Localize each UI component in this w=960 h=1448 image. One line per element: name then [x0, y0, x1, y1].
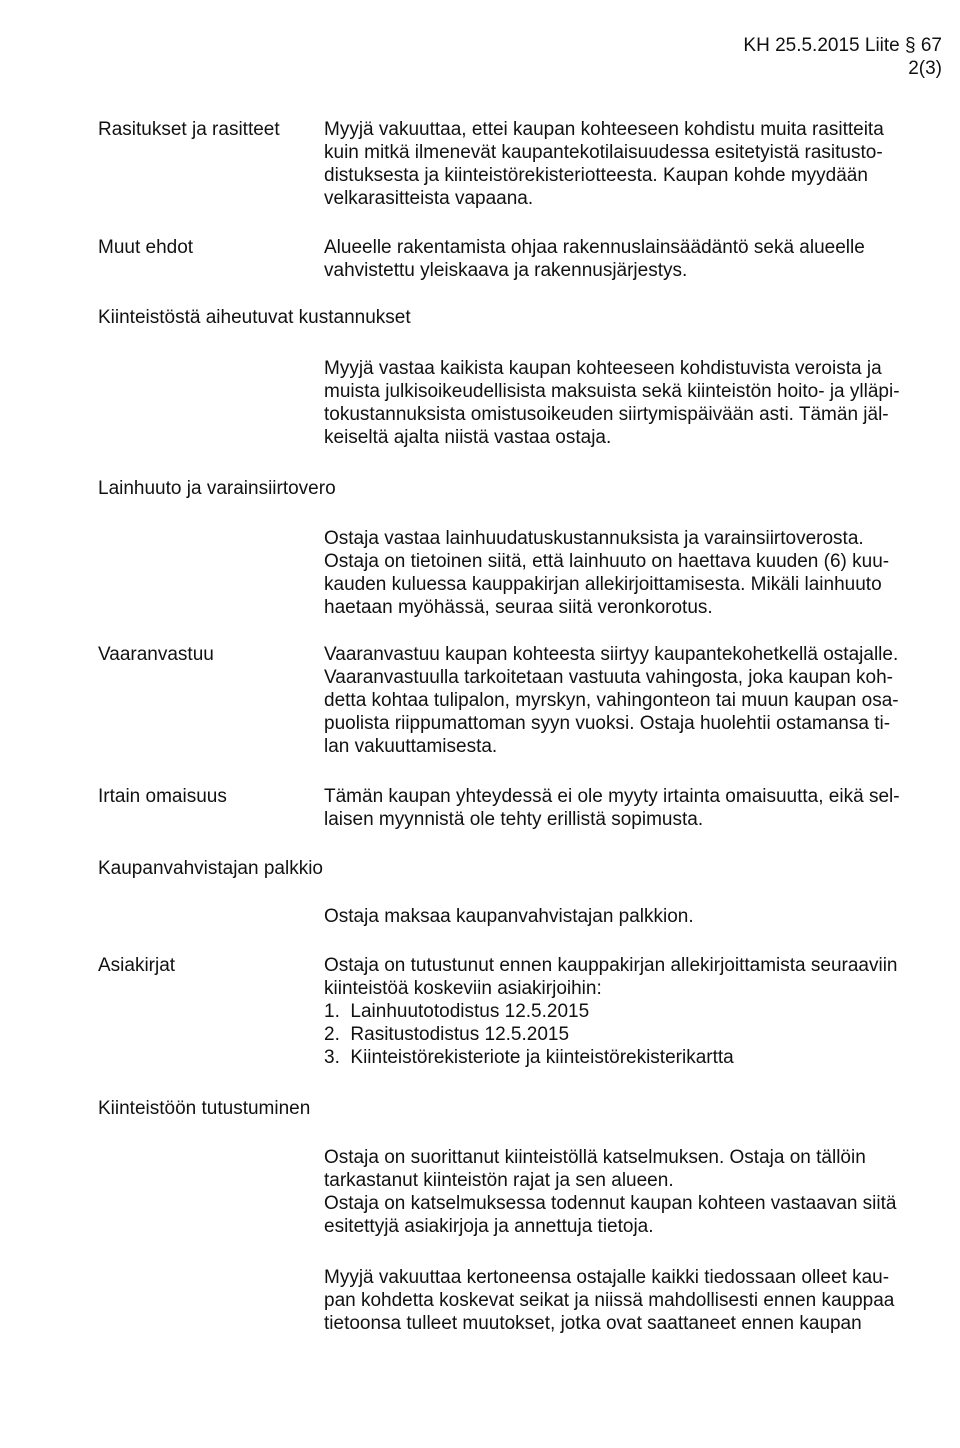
paragraph-line: kiinteistöä koskeviin asiakirjoihin:: [324, 978, 602, 999]
section-text-asiakirjat: [324, 954, 952, 1069]
paragraph-line: Ostaja vastaa lainhuudatuskustannuksista ja varainsiirtoverosta.: [324, 528, 864, 549]
section-text-lainhuuto: [324, 527, 952, 619]
paragraph-line: detta kohtaa tulipalon, myrskyn, vahingonteon tai muun kaupan osa-: [324, 690, 899, 711]
paragraph-line: haetaan myöhässä, seuraa siitä veronkorotus.: [324, 597, 713, 618]
paragraph-line: Ostaja on suorittanut kiinteistöllä katselmuksen. Ostaja on tällöin: [324, 1147, 866, 1168]
paragraph-line: Myyjä vakuuttaa kertoneensa ostajalle kaikki tiedossaan olleet kau-: [324, 1267, 890, 1288]
paragraph-line: velkarasitteista vapaana.: [324, 188, 534, 209]
paragraph-line: pan kohdetta koskevat seikat ja niissä mahdollisesti ennen kauppaa: [324, 1290, 895, 1311]
section-label-irtain: Irtain omaisuus: [98, 786, 227, 807]
paragraph-line: vahvistettu yleiskaava ja rakennusjärjestys.: [324, 260, 688, 281]
page-header: [743, 34, 942, 80]
paragraph-line: distuksesta ja kiinteistörekisteriotteesta. Kaupan kohde myydään: [324, 165, 868, 186]
section-label-tutustuminen: Kiinteistöön tutustuminen: [98, 1098, 311, 1119]
paragraph-line: Ostaja on tietoinen siitä, että lainhuuto on haettava kuuden (6) kuu-: [324, 551, 890, 572]
section-text-muut-ehdot: [324, 236, 952, 282]
list-item: 1. Lainhuutotodistus 12.5.2015: [324, 1001, 590, 1022]
paragraph-line: lan vakuuttamisesta.: [324, 736, 498, 757]
section-text-irtain: [324, 785, 952, 831]
paragraph-line: Vaaranvastuulla tarkoitetaan vastuuta vahingosta, joka kaupan koh-: [324, 667, 893, 688]
paragraph-line: tarkastanut kiinteistön rajat ja sen alueen.: [324, 1170, 674, 1191]
section-label-rasitukset: Rasitukset ja rasitteet: [98, 119, 280, 140]
paragraph-line: puolista riippumattoman syyn vuoksi. Ostaja huolehtii ostamansa ti-: [324, 713, 891, 734]
paragraph-line: esitettyjä asiakirjoja ja annettuja tietoja.: [324, 1216, 654, 1237]
paragraph-line: Myyjä vastaa kaikista kaupan kohteeseen kohdistuvista veroista ja: [324, 358, 882, 379]
paragraph-line: keiseltä ajalta niistä vastaa ostaja.: [324, 427, 612, 448]
paragraph-line: Alueelle rakentamista ohjaa rakennuslainsäädäntö sekä alueelle: [324, 237, 865, 258]
paragraph-line: muista julkisoikeudellisista maksuista sekä kiinteistön hoito- ja ylläpi-: [324, 381, 900, 402]
section-label-muut-ehdot: Muut ehdot: [98, 237, 194, 258]
section-label-asiakirjat: Asiakirjat: [98, 955, 176, 976]
paragraph-line: Ostaja on katselmuksessa todennut kaupan kohteen vastaavan siitä: [324, 1193, 897, 1214]
section-text-tutustuminen-2: [324, 1266, 952, 1335]
paragraph-line: Tämän kaupan yhteydessä ei ole myyty irtainta omaisuutta, eikä sel-: [324, 786, 900, 807]
page-number: 2(3): [908, 58, 942, 79]
section-text-tutustuminen: [324, 1146, 952, 1238]
paragraph-line: Ostaja maksaa kaupanvahvistajan palkkion.: [324, 906, 694, 927]
paragraph-line: kauden kuluessa kauppakirjan allekirjoittamisesta. Mikäli lainhuuto: [324, 574, 882, 595]
section-text-vaaranvastuu: [324, 643, 952, 758]
paragraph-line: laisen myynnistä ole tehty erillistä sopimusta.: [324, 809, 704, 830]
paragraph-line: Vaaranvastuu kaupan kohteesta siirtyy kaupantekohetkellä ostajalle.: [324, 644, 899, 665]
paragraph-line: tietoonsa tulleet muutokset, jotka ovat saattaneet ennen kaupan: [324, 1313, 862, 1334]
section-label-lainhuuto: Lainhuuto ja varainsiirtovero: [98, 478, 336, 499]
list-item: 2. Rasitustodistus 12.5.2015: [324, 1024, 570, 1045]
section-text-palkkio: [324, 905, 952, 928]
paragraph-line: Myyjä vakuuttaa, ettei kaupan kohteeseen kohdistu muita rasitteita: [324, 119, 884, 140]
paragraph-line: Ostaja on tutustunut ennen kauppakirjan allekirjoittamista seuraaviin: [324, 955, 898, 976]
paragraph-line: kuin mitkä ilmenevät kaupantekotilaisuudessa esitetyistä rasitusto-: [324, 142, 883, 163]
header-reference: KH 25.5.2015 Liite § 67: [743, 35, 942, 56]
section-label-palkkio: Kaupanvahvistajan palkkio: [98, 858, 323, 879]
section-text-rasitukset: [324, 118, 952, 210]
paragraph-line: tokustannuksista omistusoikeuden siirtymispäivään asti. Tämän jäl-: [324, 404, 889, 425]
section-label-kustannukset: Kiinteistöstä aiheutuvat kustannukset: [98, 307, 411, 328]
section-text-kustannukset: [324, 357, 952, 449]
list-item: 3. Kiinteistörekisteriote ja kiinteistörekisterikartta: [324, 1047, 734, 1068]
section-label-vaaranvastuu: Vaaranvastuu: [98, 644, 214, 665]
